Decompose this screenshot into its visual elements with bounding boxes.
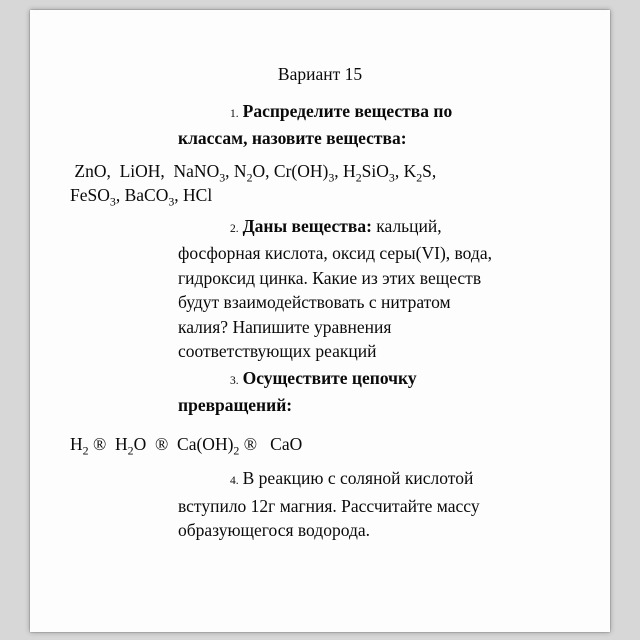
problem-4-text: 4. В реакцию с соляной кислотой вступило 12г магния. Рассчитайте массу образующегося водорода.: [178, 468, 480, 540]
document-page: [30, 10, 610, 632]
problem-1-heading: 1. Распределите вещества по классам, назовите вещества:: [178, 100, 453, 148]
substances-formula-list: ZnO, LiOH, NaNO$_3$, $N_2O$, $Cr(OH)_3$, $H_2SiO_3$, $K_2S$, FeSO$_3$, BaCO$_3$, HCl: [70, 160, 437, 209]
problem-3-heading: 3. Осуществите цепочку превращений:: [178, 367, 417, 415]
document-title: Вариант 15: [277, 64, 363, 84]
transformation-chain: $H_2$ ® $H_2O$ ® $Ca(OH)_2$ ® CaO: [70, 433, 303, 457]
problem-2-text: 2. Даны вещества: кальций, фосфорная кислота, оксид серы(VI), вода, гидроксид цинка. Какие из этих веществ будут взаимодействовать с нитратом калия? Напишите уравнения соответствующих реакций: [178, 215, 492, 361]
